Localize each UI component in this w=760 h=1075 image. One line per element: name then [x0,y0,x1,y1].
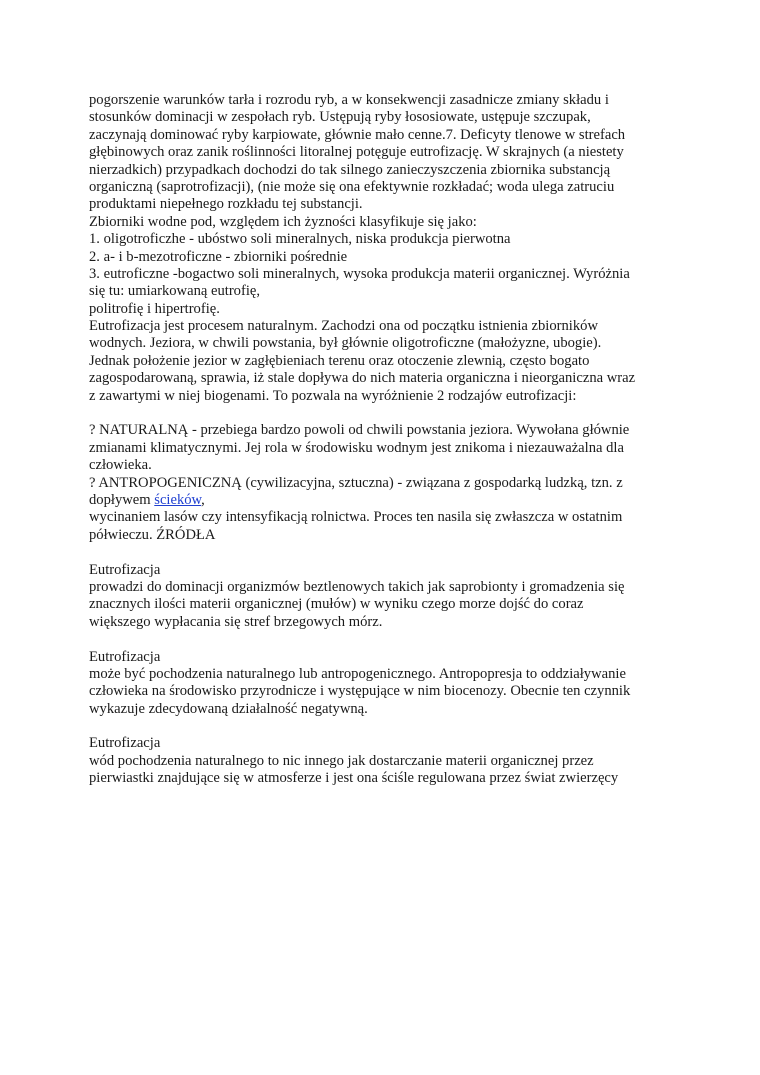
text-line: się tu: umiarkowaną eutrofię, [89,283,261,300]
intro-paragraph [89,92,669,405]
text-line: Eutrofizacja jest procesem naturalnym. Zachodzi ona od początku istnienia zbiorników [89,318,598,335]
link-suffix: , [201,491,205,508]
text-line: zmianami klimatycznymi. Jej rola w środowisku wodnym jest znikoma i niezauważalna dla [89,439,624,456]
text-line: wód pochodzenia naturalnego to nic innego jak dostarczanie materii organicznej przez [89,752,594,769]
section-title: Eutrofizacja [89,648,161,665]
text-line: większego wypłacania się stref brzegowych mórz. [89,613,383,630]
section-2 [89,649,669,719]
text-line: półwieczu. ŹRÓDŁA [89,526,216,543]
text-line: pierwiastki znajdujące się w atmosferze i jest ona ściśle regulowana przez świat zwierzęcy [89,770,619,787]
text-line: może być pochodzenia naturalnego lub antropogenicznego. Antropopresja to oddziaływanie [89,665,626,682]
text-line: nierzadkich) przypadkach dochodzi do tak silnego zanieczyszczenia zbiornika substancją [89,161,611,178]
text-line: Zbiorniki wodne pod, względem ich żyzności klasyfikuje się jako: [89,213,477,230]
blank-line [89,544,669,561]
blank-line [89,718,669,735]
sciekow-link[interactable]: ścieków [154,491,202,508]
text-line: zagospodarowaną, sprawia, iż stale dopływa do nich materia organiczna i nieorganiczna wraz [89,370,636,387]
blank-line [89,631,669,648]
text-line: organiczną (saprotrofizacji), (nie może się ona efektywnie rozkładać; woda ulega zatruciu [89,178,615,195]
text-line: człowieka. [89,457,152,474]
text-line: produktami niepełnego rozkładu tej substancji. [89,196,363,213]
text-line: człowieka na środowisko przyrodnicze i występujące w nim biocenozy. Obecnie ten czynnik [89,683,631,700]
section-title: Eutrofizacja [89,735,161,752]
eutrophication-types [89,422,669,544]
link-line [89,492,669,509]
text-line: stosunków dominacji w zespołach ryb. Ustępują ryby łososiowate, ustępuje szczupak, [89,109,591,126]
text-line: wycinaniem lasów czy intensyfikacją rolnictwa. Proces ten nasila się zwłaszcza w ostatnim [89,509,623,526]
section-title: Eutrofizacja [89,561,161,578]
text-line: wykazuje zdecydowaną działalność negatywną. [89,700,368,717]
text-line: 2. a- i b-mezotroficzne - zbiorniki pośrednie [89,248,348,265]
text-line: głębinowych oraz zanik roślinności litoralnej potęguje eutrofizację. W skrajnych (a niestety [89,144,624,161]
text-line: pogorszenie warunków tarła i rozrodu ryb, a w konsekwencji zasadnicze zmiany składu i [89,92,609,108]
text-line: Jednak położenie jezior w zagłębieniach terenu oraz otoczenie zlewnią, często bogato [89,352,590,369]
text-line: 3. eutroficzne -bogactwo soli mineralnych, wysoka produkcja materii organicznej. Wyróżnia [89,265,630,282]
text-line: zaczynają dominować ryby karpiowate, głównie mało cenne.7. Deficyty tlenowe w strefach [89,126,626,143]
text-line: wodnych. Jeziora, w chwili powstania, był głównie oligotroficzne (małożyzne, ubogie). [89,335,602,352]
section-1 [89,562,669,632]
text-line: 1. oligotroficzhe - ubóstwo soli mineralnych, niska produkcja pierwotna [89,231,511,248]
section-3 [89,735,669,787]
blank-line [89,405,669,422]
text-line: z zawartymi w niej biogenami. To pozwala na wyróżnienie 2 rodzajów eutrofizacji: [89,387,577,404]
link-prefix: dopływem [89,491,155,508]
text-line: prowadzi do dominacji organizmów beztlenowych takich jak saprobionty i gromadzenia się [89,578,625,595]
text-line: znacznych ilości materii organicznej (mułów) w wyniku czego morze dojść do coraz [89,596,584,613]
text-line: politrofię i hipertrofię. [89,300,220,317]
text-line: ? NATURALNĄ - przebiega bardzo powoli od chwili powstania jeziora. Wywołana głównie [89,422,630,439]
document-page [89,92,669,788]
text-line: ? ANTROPOGENICZNĄ (cywilizacyjna, sztuczna) - związana z gospodarką ludzką, tzn. z [89,474,623,491]
